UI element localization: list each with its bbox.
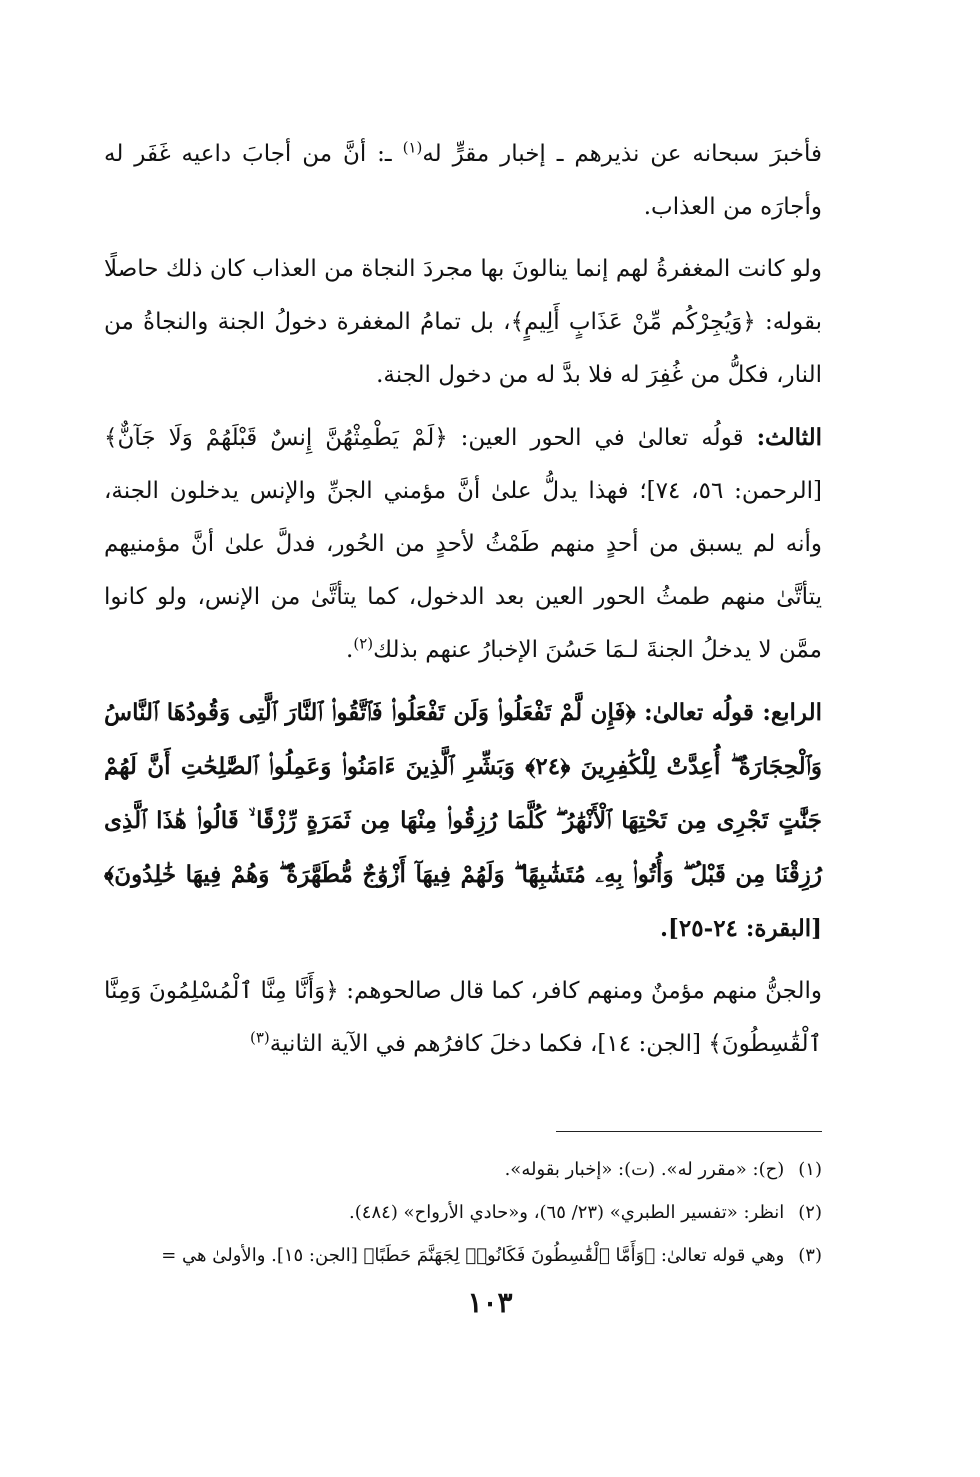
paragraph-text-continued: . xyxy=(346,637,354,663)
paragraph-5 xyxy=(104,965,822,1071)
footnote-number: (٢) xyxy=(798,1202,822,1223)
paragraph-text-continued: ـ: أنَّ من أجابَ داعيه غَفَر له وأجارَه من العذاب. xyxy=(104,141,822,220)
footnote-separator xyxy=(556,1131,822,1132)
main-text xyxy=(104,128,822,1080)
footnote-2 xyxy=(104,1191,822,1234)
paragraph-4 xyxy=(104,686,822,956)
paragraph-text: فأخبرَ سبحانه عن نذيرهم ـ إخبار مقرٍّ له xyxy=(422,141,822,167)
paragraph-text: قولُه تعالىٰ: ﴿فَإِن لَّمْ تَفْعَلُوا۟ وَلَن تَفْعَلُوا۟ فَٱتَّقُوا۟ ٱلنَّارَ ٱلَّتِى وَقُودُهَا ٱلنَّاسُ وَٱلْحِجَارَةُ ۖ أُعِدَّتْ لِلْكَٰفِرِينَ ﴿٢٤﴾ وَبَشِّرِ ٱلَّذِينَ ءَامَنُوا۟ وَعَمِلُوا۟ ٱلصَّٰلِحَٰتِ أَنَّ لَهُمْ جَنَّٰتٍ تَجْرِى مِن تَحْتِهَا ٱلْأَنْهَٰرُ ۖ كُلَّمَا رُزِقُوا۟ مِنْهَا مِن ثَمَرَةٍ رِّزْقًا ۙ قَالُوا۟ هَٰذَا ٱلَّذِى رُزِقْنَا مِن قَبْلُ ۖ وَأُتُوا۟ بِهِۦ مُتَشَٰبِهًا ۖ وَلَهُمْ فِيهَآ أَزْوَٰجٌ مُّطَهَّرَةٌ ۖ وَهُمْ فِيهَا خَٰلِدُونَ﴾ [البقرة: ٢٤-٢٥]. xyxy=(104,699,822,942)
footnote-marker: (١) xyxy=(402,138,423,157)
footnote-text: (ح): «مقرر له». (ت): «إخبار بقوله». xyxy=(504,1159,785,1180)
page-number: ١٠٣ xyxy=(467,1286,513,1319)
footnote-text: وهي قوله تعالىٰ: ﴿وَأَمَّا ٱلْقَٰسِطُونَ فَكَانُوا۟ لِجَهَنَّمَ حَطَبًا﴾ [الجن: ١٥]. والأولىٰ هي = xyxy=(161,1245,785,1266)
paragraph-2 xyxy=(104,243,822,402)
footnote-number: (١) xyxy=(798,1159,822,1180)
paragraph-1 xyxy=(104,128,822,234)
paragraph-lead: الرابع: xyxy=(762,699,822,726)
footnote-number: (٣) xyxy=(798,1245,822,1266)
footnote-3 xyxy=(104,1234,822,1277)
footnote-marker: (٢) xyxy=(353,634,374,653)
paragraph-3 xyxy=(104,411,822,677)
paragraph-text: والجنُّ منهم مؤمنٌ ومنهم كافر، كما قال صالحوهم: ﴿وَأَنَّا مِنَّا ٱلْمُسْلِمُونَ وَمِنَّا ٱلْقَٰسِطُونَ﴾ [الجن: ١٤]، فكما دخلَ كافرُهم في الآية الثانية xyxy=(104,978,822,1057)
footnote-marker: (٣) xyxy=(249,1028,270,1047)
paragraph-text: ولو كانت المغفرةُ لهم إنما ينالونَ بها مجردَ النجاة من العذاب كان ذلك حاصلًا بقوله: ﴿وَيُجِرْكُم مِّنْ عَذَابٍ أَلِيمٍ﴾، بل تمامُ المغفرة دخولُ الجنة والنجاةُ من النار، فكلُّ من غُفِرَ له فلا بدَّ له من دخول الجنة. xyxy=(104,256,822,388)
footnote-1 xyxy=(104,1148,822,1191)
footnotes xyxy=(104,1148,822,1277)
footnote-text: انظر: «تفسير الطبري» (٢٣/ ٦٥)، و«حادي الأرواح» (٤٨٤). xyxy=(349,1202,785,1223)
paragraph-text: قولُه تعالىٰ في الحور العين: ﴿لَمْ يَطْمِثْهُنَّ إِنسٌ قَبْلَهُمْ وَلَا جَآنٌّ﴾ [الرحمن: ٥٦، ٧٤]؛ فهذا يدلُّ علىٰ أنَّ مؤمني الجنِّ والإنس يدخلون الجنة، وأنه لم يسبق من أحدٍ منهم طَمْثُ لأحدٍ من الحُور، فدلَّ علىٰ أنَّ مؤمنيهم يتأتَّىٰ منهم طمثُ الحور العين بعد الدخول، كما يتأتَّىٰ من الإنس، ولو كانوا ممَّن لا يدخلُ الجنةَ لـمَا حَسُنَ الإخبارُ عنهم بذلك xyxy=(104,425,823,663)
paragraph-lead: الثالث: xyxy=(756,424,822,451)
